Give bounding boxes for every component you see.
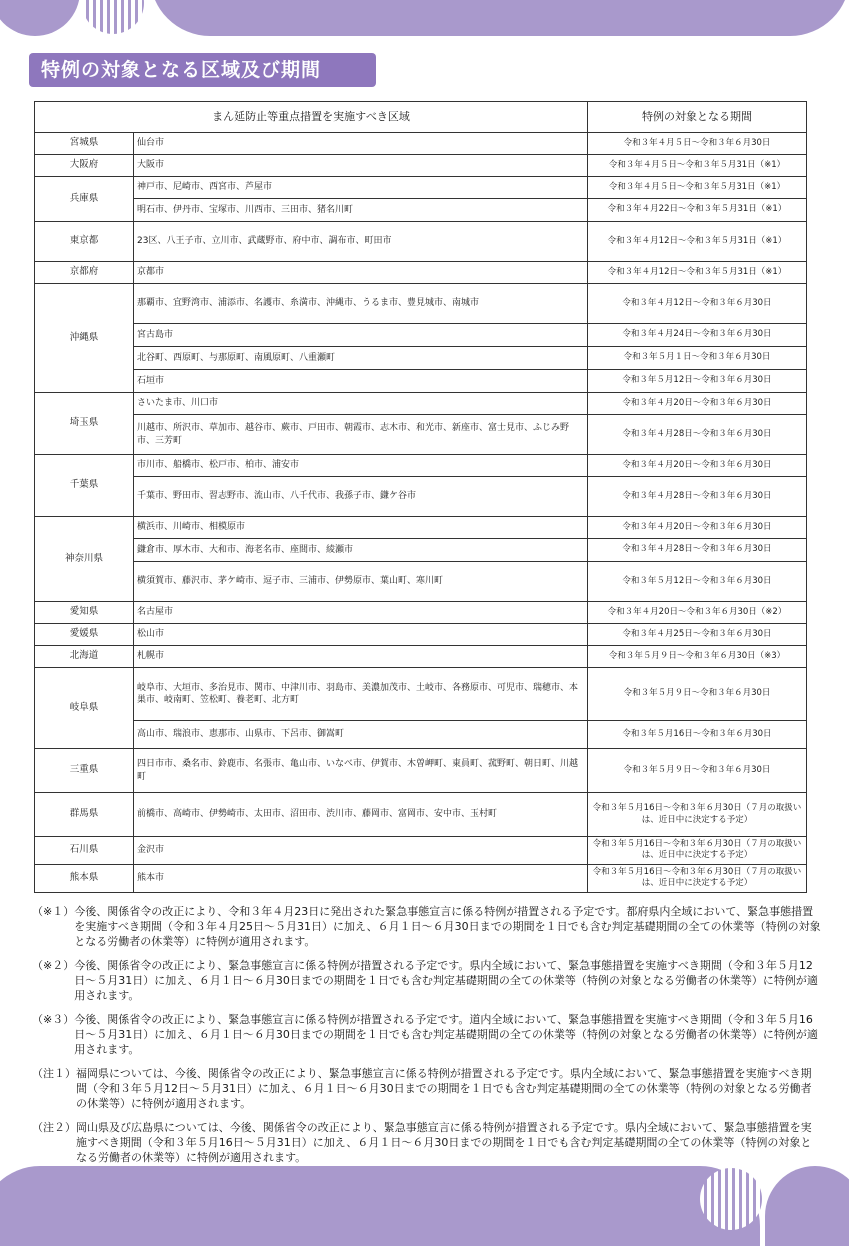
table-row: [35, 177, 807, 199]
header-decor-band-left: [0, 0, 80, 36]
area-cell: 仙台市: [134, 133, 588, 155]
note-item: [32, 1012, 822, 1057]
period-cell: 令和３年４月12日～令和３年５月31日（※1）: [588, 222, 807, 262]
area-cell: 23区、八王子市、立川市、武蔵野市、府中市、調布市、町田市: [134, 222, 588, 262]
note-text: 福岡県については、今後、関係省令の改正により、緊急事態宣言に係る特例が措置される予定です。県内全域において、緊急事態措置を実施すべき期間（令和３年５月12日～５月31日）に加え、６月１日～６月30日までの期間を１日でも含む判定基礎期間の全ての休業等（特例の対象となる労働者の休業等）に特例が適用されます。: [76, 1067, 812, 1110]
note-text: 今後、関係省令の改正により、令和３年４月23日に発出された緊急事態宣言に係る特例が措置される予定です。都府県内全域において、緊急事態措置を実施すべき期間（令和３年４月25日～５月31日）に加え、６月１日～６月30日までの期間を１日でも含む判定基礎期間の全ての休業等（特例の対象となる労働者の休業等）に特例が適用されます。: [74, 905, 821, 948]
table-row: [35, 262, 807, 284]
note-label: （注２）: [32, 1121, 76, 1134]
table-row: [35, 864, 807, 892]
prefecture-cell: 兵庫県: [35, 177, 134, 222]
period-cell: 令和３年４月５日～令和３年５月31日（※1）: [588, 177, 807, 199]
period-cell: 令和３年４月20日～令和３年６月30日: [588, 517, 807, 539]
footer-decor-band-right: [765, 1166, 849, 1246]
table-row: [35, 539, 807, 562]
note-label: （※２）: [32, 959, 75, 972]
prefecture-cell: 埼玉県: [35, 393, 134, 455]
table-row: [35, 624, 807, 646]
prefecture-cell: 神奈川県: [35, 517, 134, 602]
prefecture-cell: 三重県: [35, 749, 134, 793]
area-cell: 市川市、船橋市、松戸市、柏市、浦安市: [134, 455, 588, 477]
period-cell: 令和３年５月９日～令和３年６月30日: [588, 749, 807, 793]
table-header-row: [35, 102, 807, 133]
area-cell: 鎌倉市、厚木市、大和市、海老名市、座間市、綾瀬市: [134, 539, 588, 562]
prefecture-cell: 千葉県: [35, 455, 134, 517]
area-cell: 横浜市、川崎市、相模原市: [134, 517, 588, 539]
area-cell: さいたま市、川口市: [134, 393, 588, 415]
prefecture-cell: 石川県: [35, 837, 134, 865]
period-cell: 令和３年４月20日～令和３年６月30日: [588, 393, 807, 415]
prefecture-cell: 愛知県: [35, 602, 134, 624]
header-stripe-circle: [82, 0, 144, 34]
table-row: [35, 370, 807, 393]
table-row: [35, 155, 807, 177]
table-row: [35, 324, 807, 347]
footer-stripe-circle: [700, 1168, 762, 1230]
period-cell: 令和３年４月12日～令和３年５月31日（※1）: [588, 262, 807, 284]
period-cell: 令和３年５月９日～令和３年６月30日: [588, 668, 807, 721]
prefecture-cell: 北海道: [35, 646, 134, 668]
table-row: [35, 646, 807, 668]
period-cell: 令和３年４月５日～令和３年５月31日（※1）: [588, 155, 807, 177]
area-cell: 熊本市: [134, 864, 588, 892]
note-item: [32, 1120, 822, 1165]
note-label: （※３）: [32, 1013, 75, 1026]
note-item: [32, 904, 822, 949]
area-cell: 千葉市、野田市、習志野市、流山市、八千代市、我孫子市、鎌ケ谷市: [134, 477, 588, 517]
table-row: [35, 455, 807, 477]
prefecture-cell: 群馬県: [35, 793, 134, 837]
period-cell: 令和３年４月24日～令和３年６月30日: [588, 324, 807, 347]
table-row: [35, 133, 807, 155]
period-cell: 令和３年５月16日～令和３年６月30日（７月の取扱いは、近日中に決定する予定）: [588, 837, 807, 865]
period-cell: 令和３年４月28日～令和３年６月30日: [588, 415, 807, 455]
table-row: [35, 793, 807, 837]
table-row: [35, 837, 807, 865]
period-cell: 令和３年４月25日～令和３年６月30日: [588, 624, 807, 646]
area-cell: 北谷町、西原町、与那原町、南風原町、八重瀬町: [134, 347, 588, 370]
note-item: [32, 1066, 822, 1111]
area-period-table: [34, 101, 807, 893]
table-row: [35, 284, 807, 324]
table-row: [35, 668, 807, 721]
area-cell: 岐阜市、大垣市、多治見市、関市、中津川市、羽島市、美濃加茂市、土岐市、各務原市、可児市、瑞穂市、本巣市、岐南町、笠松町、養老町、北方町: [134, 668, 588, 721]
period-cell: 令和３年５月12日～令和３年６月30日: [588, 370, 807, 393]
note-label: （注１）: [32, 1067, 76, 1080]
note-item: [32, 958, 822, 1003]
header-decor-band: [150, 0, 849, 36]
area-cell: 四日市市、桑名市、鈴鹿市、名張市、亀山市、いなべ市、伊賀市、木曽岬町、東員町、菰野町、朝日町、川越町: [134, 749, 588, 793]
period-cell: 令和３年５月16日～令和３年６月30日: [588, 721, 807, 749]
area-cell: 名古屋市: [134, 602, 588, 624]
area-cell: 横須賀市、藤沢市、茅ケ崎市、逗子市、三浦市、伊勢原市、葉山町、寒川町: [134, 562, 588, 602]
table-row: [35, 562, 807, 602]
area-cell: 石垣市: [134, 370, 588, 393]
prefecture-cell: 京都府: [35, 262, 134, 284]
table-row: [35, 222, 807, 262]
table-row: [35, 477, 807, 517]
note-text: 今後、関係省令の改正により、緊急事態宣言に係る特例が措置される予定です。道内全域において、緊急事態措置を実施すべき期間（令和３年５月16日～５月31日）に加え、６月１日～６月30日までの期間を１日でも含む判定基礎期間の全ての休業等（特例の対象となる労働者の休業等）に特例が適用されます。: [74, 1013, 818, 1056]
period-cell: 令和３年５月16日～令和３年６月30日（７月の取扱いは、近日中に決定する予定）: [588, 864, 807, 892]
header-period: 特例の対象となる期間: [588, 102, 807, 133]
prefecture-cell: 沖縄県: [35, 284, 134, 393]
prefecture-cell: 東京都: [35, 222, 134, 262]
period-cell: 令和３年５月12日～令和３年６月30日: [588, 562, 807, 602]
area-cell: 宮古島市: [134, 324, 588, 347]
table-row: [35, 415, 807, 455]
area-cell: 大阪市: [134, 155, 588, 177]
period-cell: 令和３年４月28日～令和３年６月30日: [588, 539, 807, 562]
area-cell: 明石市、伊丹市、宝塚市、川西市、三田市、猪名川町: [134, 199, 588, 222]
area-cell: 京都市: [134, 262, 588, 284]
period-cell: 令和３年５月１日～令和３年６月30日: [588, 347, 807, 370]
notes-section: [32, 904, 822, 1174]
area-cell: 金沢市: [134, 837, 588, 865]
table-row: [35, 517, 807, 539]
note-label: （※１）: [32, 905, 75, 918]
period-cell: 令和３年４月20日～令和３年６月30日: [588, 455, 807, 477]
period-cell: 令和３年５月９日～令和３年６月30日（※3）: [588, 646, 807, 668]
prefecture-cell: 宮城県: [35, 133, 134, 155]
prefecture-cell: 熊本県: [35, 864, 134, 892]
note-text: 今後、関係省令の改正により、緊急事態宣言に係る特例が措置される予定です。県内全域において、緊急事態措置を実施すべき期間（令和３年５月12日～５月31日）に加え、６月１日～６月30日までの期間を１日でも含む判定基礎期間の全ての休業等（特例の対象となる労働者の休業等）に特例が適用されます。: [74, 959, 818, 1002]
section-title: 特例の対象となる区域及び期間: [29, 53, 376, 87]
area-cell: 那覇市、宜野湾市、浦添市、名護市、糸満市、沖縄市、うるま市、豊見城市、南城市: [134, 284, 588, 324]
note-text: 岡山県及び広島県については、今後、関係省令の改正により、緊急事態宣言に係る特例が措置される予定です。県内全域において、緊急事態措置を実施すべき期間（令和３年５月16日～５月31日）に加え、６月１日～６月30日までの期間を１日でも含む判定基礎期間の全ての休業等（特例の対象となる労働者の休業等）に特例が適用されます。: [76, 1121, 812, 1164]
period-cell: 令和３年４月20日～令和３年６月30日（※2）: [588, 602, 807, 624]
table-row: [35, 721, 807, 749]
area-cell: 神戸市、尼崎市、西宮市、芦屋市: [134, 177, 588, 199]
prefecture-cell: 大阪府: [35, 155, 134, 177]
period-cell: 令和３年４月22日～令和３年５月31日（※1）: [588, 199, 807, 222]
period-cell: 令和３年４月12日～令和３年６月30日: [588, 284, 807, 324]
table-row: [35, 347, 807, 370]
header-area: まん延防止等重点措置を実施すべき区域: [35, 102, 588, 133]
table-row: [35, 199, 807, 222]
area-cell: 高山市、瑞浪市、恵那市、山県市、下呂市、御嵩町: [134, 721, 588, 749]
period-cell: 令和３年５月16日～令和３年６月30日（７月の取扱いは、近日中に決定する予定）: [588, 793, 807, 837]
footer-decor-band: [0, 1166, 760, 1246]
area-cell: 松山市: [134, 624, 588, 646]
period-cell: 令和３年４月５日～令和３年６月30日: [588, 133, 807, 155]
table-row: [35, 602, 807, 624]
area-cell: 札幌市: [134, 646, 588, 668]
prefecture-cell: 岐阜県: [35, 668, 134, 749]
table-row: [35, 749, 807, 793]
table-row: [35, 393, 807, 415]
prefecture-cell: 愛媛県: [35, 624, 134, 646]
area-cell: 川越市、所沢市、草加市、越谷市、蕨市、戸田市、朝霞市、志木市、和光市、新座市、富士見市、ふじみ野市、三芳町: [134, 415, 588, 455]
area-cell: 前橋市、高崎市、伊勢崎市、太田市、沼田市、渋川市、藤岡市、富岡市、安中市、玉村町: [134, 793, 588, 837]
period-cell: 令和３年４月28日～令和３年６月30日: [588, 477, 807, 517]
